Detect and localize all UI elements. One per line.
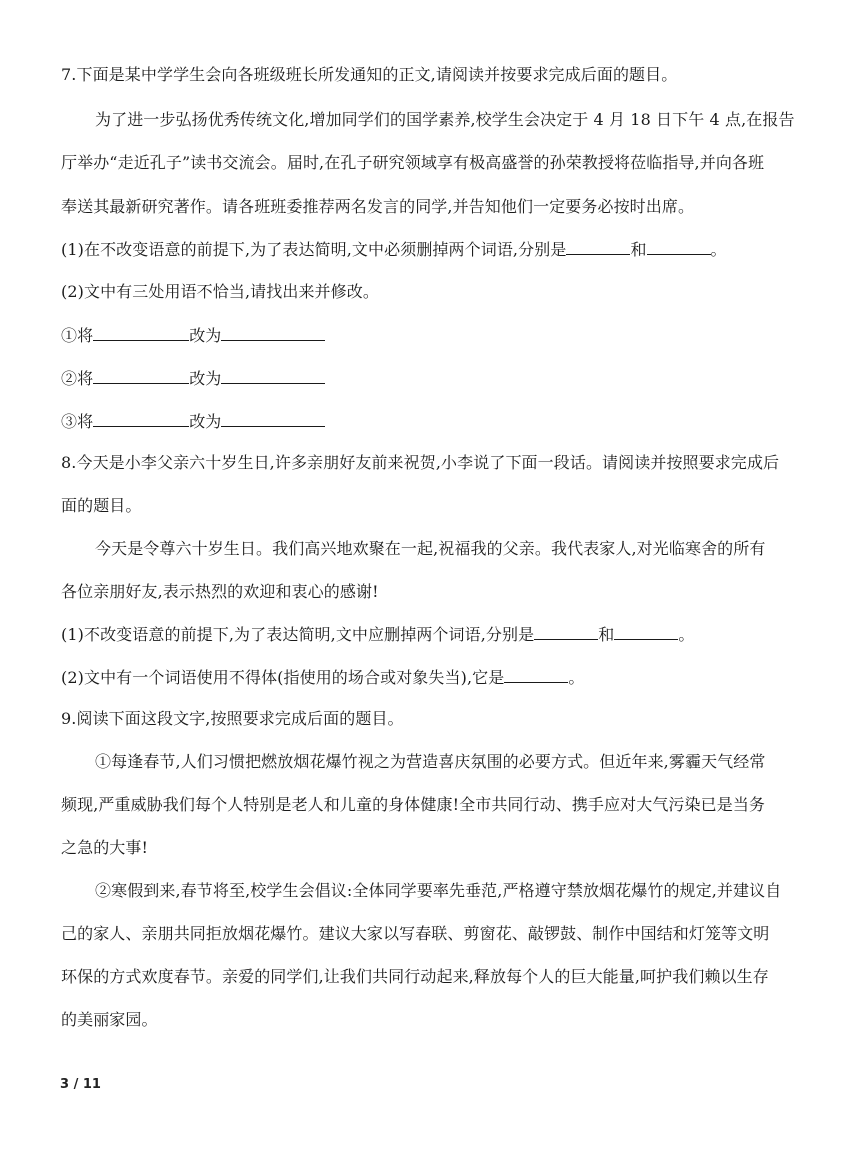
fix-item-mid: 改为 [189, 412, 222, 431]
fix-item-mid: 改为 [189, 326, 222, 345]
answer-blank[interactable] [93, 325, 189, 341]
q8-title: 面的题目。 [61, 496, 142, 515]
q7-title: 7.下面是某中学学生会向各班级班长所发通知的正文,请阅读并按要求完成后面的题目。 [61, 65, 678, 84]
fix-item-num: ①将 [61, 326, 94, 345]
q9-para1-line: 频现,严重威胁我们每个人特别是老人和儿童的身体健康!全市共同行动、携手应对大气污染已是当务 [61, 795, 766, 814]
q9-para2-line: 环保的方式欢度春节。亲爱的同学们,让我们共同行动起来,释放每个人的巨大能量,呵护我们赖以生存 [61, 967, 769, 986]
q8-sub1-end: 。 [678, 625, 695, 644]
q9-para2-line: 的美丽家园。 [61, 1010, 158, 1029]
answer-blank[interactable] [221, 411, 325, 427]
q7-para-line: 厅举办“走近孔子”读书交流会。届时,在孔子研究领域享有极高盛誉的孙荣教授将莅临指导,并向各班 [61, 153, 765, 172]
q7-para-line: 为了进一步弘扬优秀传统文化,增加同学们的国学素养,校学生会决定于 4 月 18 日下午 4 点,在报告 [95, 110, 795, 129]
q7-fix-item [61, 368, 325, 389]
answer-blank[interactable] [614, 624, 678, 640]
q9-title: 9.阅读下面这段文字,按照要求完成后面的题目。 [61, 709, 404, 728]
q9-para1-line: ①每逢春节,人们习惯把燃放烟花爆竹视之为营造喜庆氛围的必要方式。但近年来,雾霾天气经常 [95, 752, 766, 771]
q7-sub2: (2)文中有三处用语不恰当,请找出来并修改。 [61, 282, 379, 301]
answer-blank[interactable] [566, 239, 630, 255]
q8-sub2-end: 。 [568, 668, 585, 687]
q9-para2-line: 己的家人、亲朋共同拒放烟花爆竹。建议大家以写春联、剪窗花、敲锣鼓、制作中国结和灯笼等文明 [61, 924, 770, 943]
answer-blank[interactable] [93, 411, 189, 427]
page-number: 3 / 11 [60, 1077, 101, 1092]
fix-item-num: ③将 [61, 412, 94, 431]
q7-fix-item [61, 325, 325, 346]
q7-sub1-and: 和 [630, 240, 647, 259]
q8-para-line: 各位亲朋好友,表示热烈的欢迎和衷心的感谢! [61, 582, 379, 601]
answer-blank[interactable] [221, 325, 325, 341]
q8-sub2-text: (2)文中有一个词语使用不得体(指使用的场合或对象失当),它是 [61, 668, 505, 687]
answer-blank[interactable] [93, 368, 189, 384]
fix-item-mid: 改为 [189, 369, 222, 388]
q9-para2-line: ②寒假到来,春节将至,校学生会倡议:全体同学要率先垂范,严格遵守禁放烟花爆竹的规定,并建议自 [95, 881, 782, 900]
q7-sub1-end: 。 [710, 240, 727, 259]
q8-para-line: 今天是令尊六十岁生日。我们高兴地欢聚在一起,祝福我的父亲。我代表家人,对光临寒舍的所有 [95, 539, 766, 558]
answer-blank[interactable] [647, 239, 711, 255]
q8-sub1-text: (1)不改变语意的前提下,为了表达简明,文中应删掉两个词语,分别是 [61, 625, 535, 644]
fix-item-num: ②将 [61, 369, 94, 388]
q9-para1-line: 之急的大事! [61, 838, 149, 857]
q8-sub2 [61, 667, 584, 688]
q7-fix-item [61, 411, 325, 432]
q7-para-line: 奉送其最新研究著作。请各班班委推荐两名发言的同学,并告知他们一定要务必按时出席。 [61, 197, 695, 216]
q7-sub1-text: (1)在不改变语意的前提下,为了表达简明,文中必须删掉两个词语,分别是 [61, 240, 567, 259]
q8-sub1 [61, 624, 694, 645]
answer-blank[interactable] [504, 667, 568, 683]
q8-title: 8.今天是小李父亲六十岁生日,许多亲朋好友前来祝贺,小李说了下面一段话。请阅读并按照要求完成后 [61, 453, 780, 472]
answer-blank[interactable] [221, 368, 325, 384]
q7-sub1 [61, 239, 727, 260]
q8-sub1-and: 和 [598, 625, 615, 644]
answer-blank[interactable] [534, 624, 598, 640]
